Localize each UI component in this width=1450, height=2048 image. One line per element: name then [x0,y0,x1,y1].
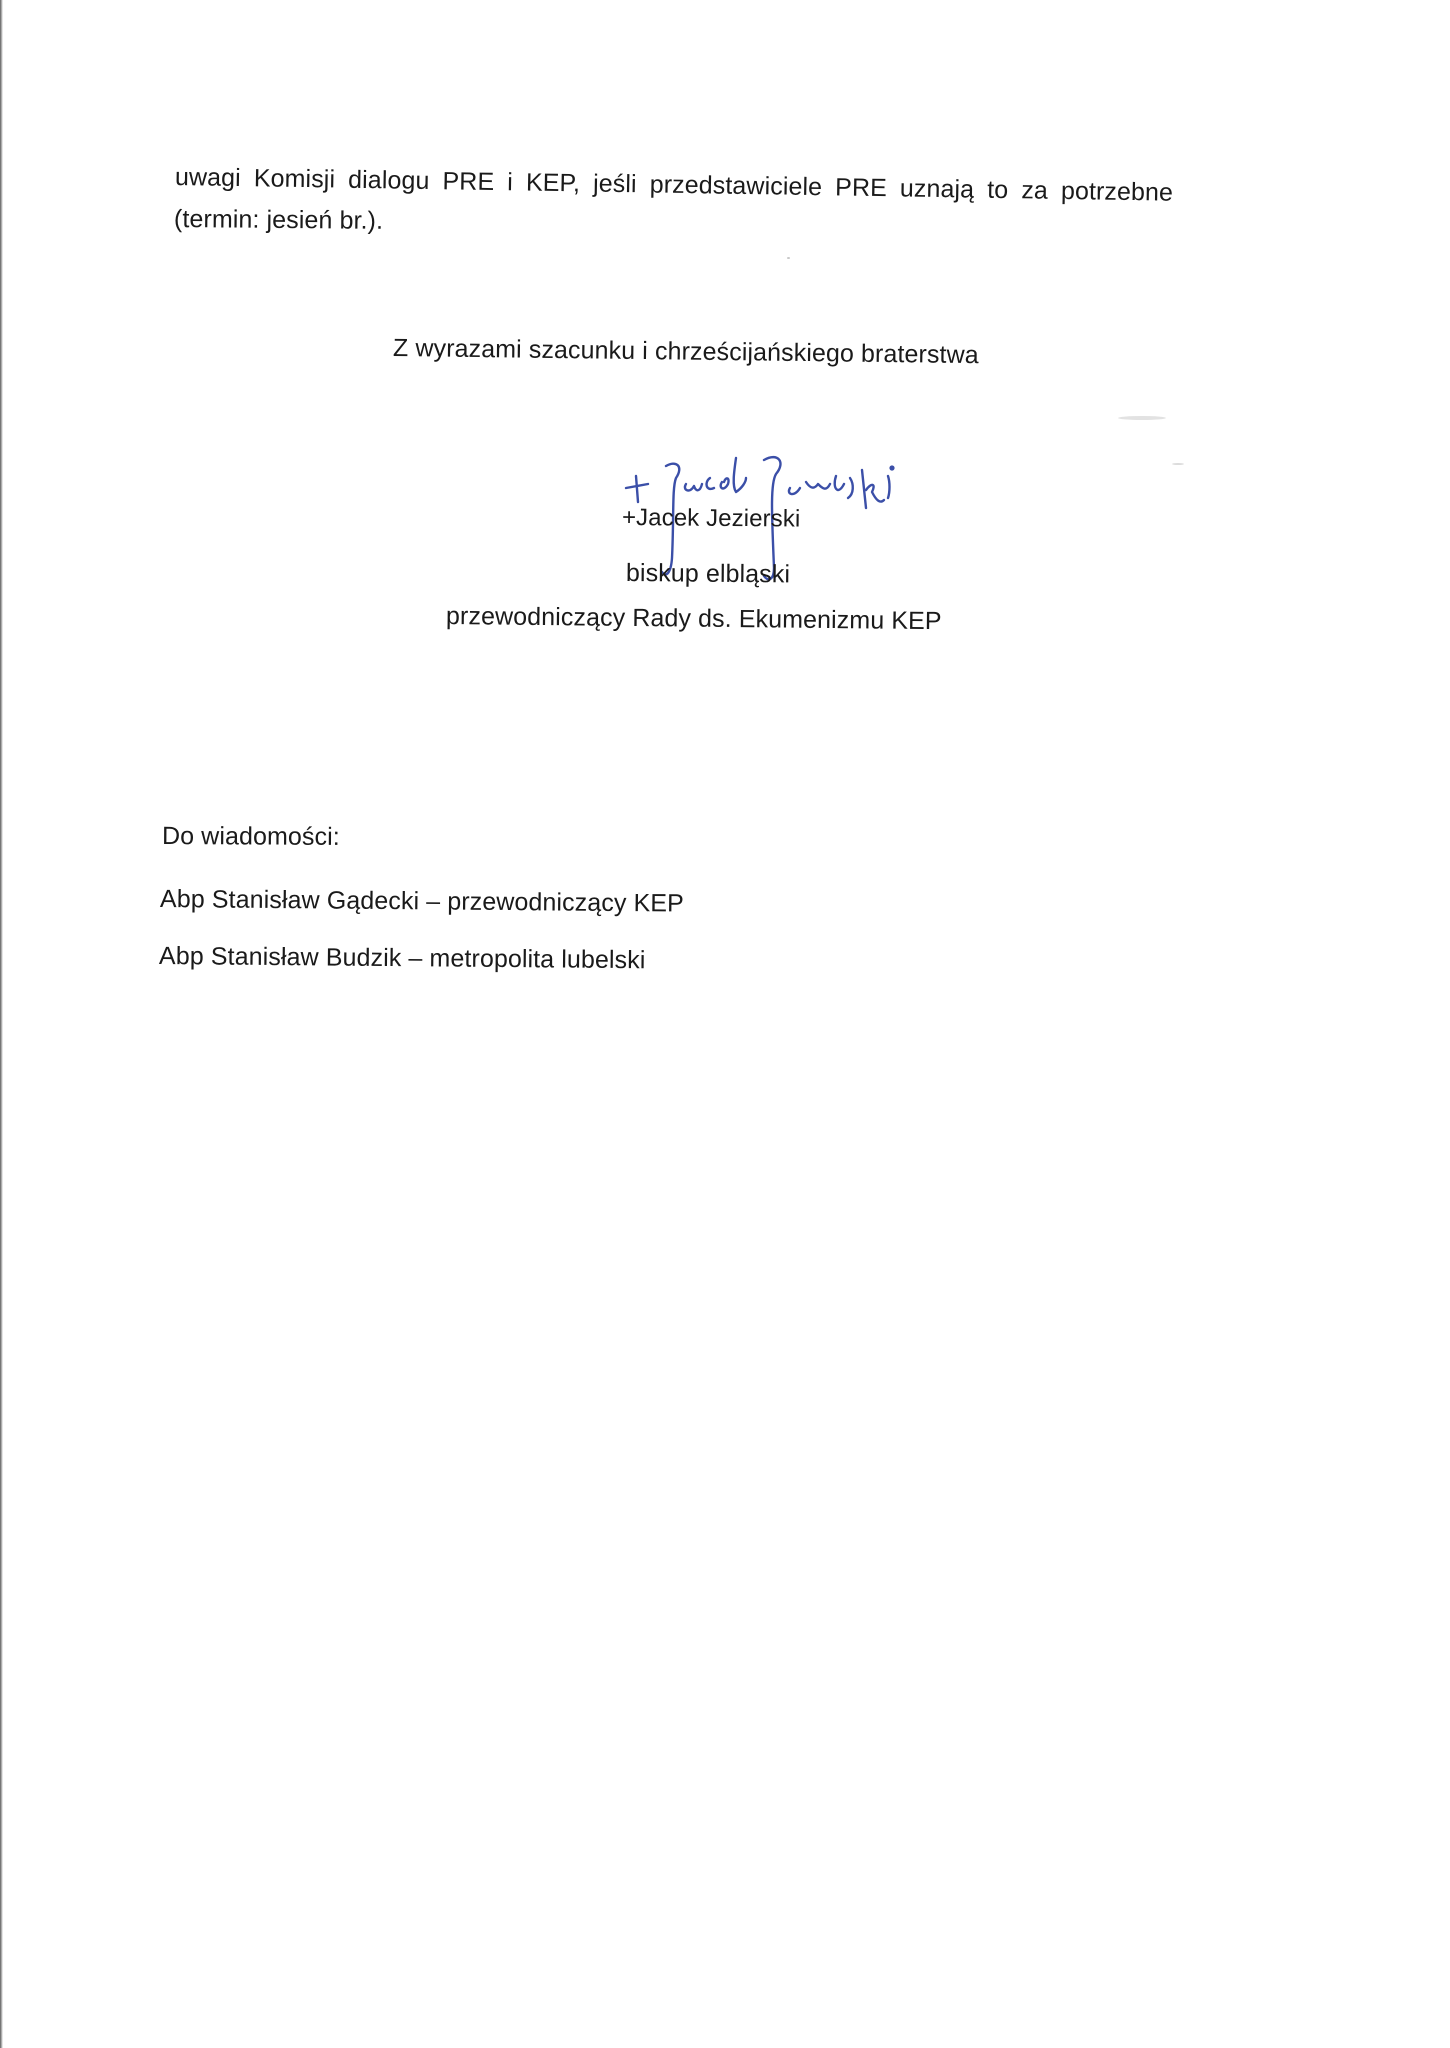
scan-speck [1172,463,1184,465]
scan-speck [1118,416,1166,420]
cc-recipient-2: Abp Stanisław Budzik – metropolita lubelski [158,942,646,975]
signer-role-bishop: biskup elbląski [625,559,791,589]
scan-speck [787,257,790,259]
paragraph-line-1: uwagi Komisji dialogu PRE i KEP, jeśli przedstawiciele PRE uznają to za potrzebne [174,163,1174,207]
cc-recipient-1: Abp Stanisław Gądecki – przewodniczący KEP [159,885,685,918]
signer-name: +Jacek Jezierski [621,504,801,533]
closing-salutation: Z wyrazami szacunku i chrześcijańskiego braterstwa [392,334,979,370]
cc-heading: Do wiadomości: [161,822,340,851]
scan-edge [0,0,3,2048]
signer-role-chair: przewodniczący Rady ds. Ekumenizmu KEP [445,602,942,636]
paragraph-line-2: (termin: jesień br.). [173,205,384,235]
